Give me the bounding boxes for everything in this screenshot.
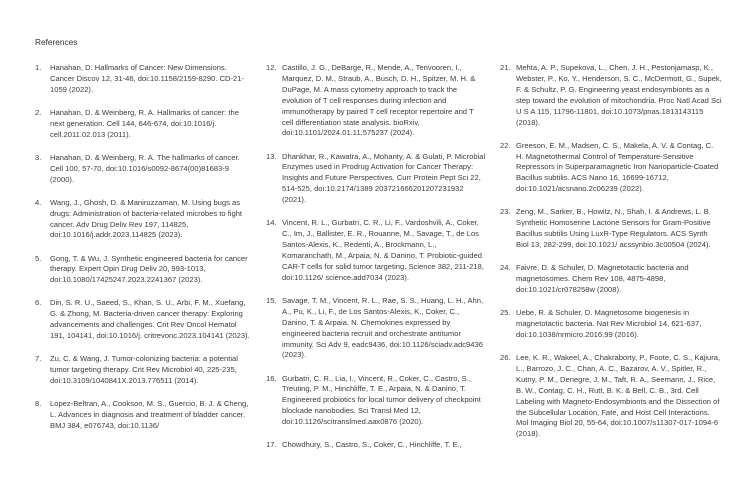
reference-text: Hanahan, D. Hallmarks of Cancer: New Dimensions. Cancer Discov 12, 31-46, doi:10.1158/2159-8290. CD-21-1059 (2022).	[50, 63, 245, 94]
reference-item	[500, 308, 722, 341]
reference-text: Faivre, D. & Schuler, D. Magnetotactic bacteria and magnetosomes. Chem Rev 108, 4875-4898, doi:10.1021/cr078258w (2008).	[516, 263, 689, 294]
reference-number: 15.	[266, 295, 277, 305]
reference-text: Castillo, J. G., DeBarge, R., Mende, A., Tenvooren, I., Marquez, D. M., Straub, A., Busch, D. H., Spitzer, M. H. & DuPage, M. A mass cytometry approach to track the evolution of T cell responses during infection and immunotherapy by paired T cell receptor repertoire and T cell differentiation state analysis. bioRxiv, doi:10.1101/2024.01.11.575237 (2024).	[282, 63, 476, 138]
reference-item	[266, 296, 486, 361]
reference-item	[35, 399, 253, 432]
reference-item	[266, 374, 486, 429]
reference-text: Zu, C. & Wang, J. Tumor-colonizing bacteria: a potential tumor targeting therapy. Crit Rev Microbiol 40, 225-235, doi:10.3109/1040841X.2013.776511 (2014).	[50, 354, 238, 386]
reference-number: 3.	[35, 152, 42, 162]
reference-text: Gurbatri, C. R., Lia, I., Vincent, R., Coker, C., Castro, S., Treuting, P. M., Hinchliffe, T. E., Arpaia, N. & Danino, T. Engineered probiotics for local tumor delivery of checkpoint blockade nanobodies. Sci Transl Med 12, doi:10.1126/scitranslmed.aax0876 (2020).	[282, 373, 481, 427]
reference-item	[266, 152, 486, 207]
reference-text: Lee, K. R., Wakeel, A., Chakraborty, P., Foote, C. S., Kajiura, L., Barrozo, J. C., Chan, A. C., Bazarov, A. V., Spitler, R., Kutny, P. M., Denegre, J. M., Taft, R. A., Seemann, J., Rice, B. W., Contag, C. H., Rutt, B. K. & Bell, C. B., 3rd. Cell Labeling with Magneto-Endosymbionts and the Dissection of the Subcellular Location, Fate, and Host Cell Interactions. Mol Imaging Biol 20, 55-64, doi:10.1007/s11307-017-1094-6 (2018).	[516, 352, 721, 439]
reference-item	[35, 63, 253, 96]
reference-number: 4.	[35, 197, 42, 207]
reference-number: 23.	[500, 207, 511, 217]
reference-item	[35, 108, 253, 141]
reference-number: 22.	[500, 140, 511, 150]
reference-number: 25.	[500, 308, 511, 318]
reference-number: 1.	[35, 63, 42, 72]
reference-text: Din, S. R. U., Saeed, S., Khan, S. U., Arbi, F. M., Xuefang, G. & Zhong, M. Bacteria-driven cancer therapy: Exploring advancements and challenges. Crit Rev Oncol Hematol 191, 104141, doi:10.1016/j. critrevonc.2023.104141 (2023).	[50, 298, 250, 341]
reference-number: 13.	[266, 151, 277, 161]
reference-text: Lopez-Beltran, A., Cookson, M. S., Guercio, B. J. & Cheng, L. Advances in diagnosis and treatment of bladder cancer. BMJ 384, e076743, doi:10.1136/	[50, 399, 249, 430]
reference-text: Zeng, M., Sarker, B., Howitz, N., Shah, I. & Andrews, L. B. Synthetic Homoserine Lactone Sensors for Gram-Positive Bacillus subtilis Using LuxR-Type Regulators. ACS Synth Biol 13, 282-299, doi:10.1021/ acssynbio.3c00504 (2024).	[516, 207, 711, 250]
reference-item	[500, 63, 722, 128]
reference-number: 24.	[500, 263, 511, 273]
reference-text: Vincent, R. L., Gurbatri, C. R., Li, F., Vardoshvili, A., Coker, C., Im, J., Ballister, E. R., Rouanne, M., Savage, T., de Los Santos-Alexis, K., Redenti, A., Brockmann, L., Komaranchath, M., Arpaia, N. & Danino, T. Probiotic-guided CAR-T cells for solid tumor targeting. Science 382, 211-218, doi:10.1126/ science.add7034 (2023).	[282, 218, 484, 282]
reference-number: 26.	[500, 352, 511, 362]
reference-number: 8.	[35, 399, 42, 409]
reference-item	[35, 354, 253, 387]
references-heading: References	[35, 37, 78, 47]
reference-item	[500, 207, 722, 251]
reference-number: 6.	[35, 298, 42, 308]
reference-text: Wang, J., Ghosh, D. & Maniruzzaman, M. Using bugs as drugs: Administration of bacteria-related microbes to fight cancer. Adv Drug Deliv Rev 197, 114825, doi:10.1016/j.addr.2023.114825 (2023).	[50, 197, 243, 240]
reference-item	[35, 198, 253, 242]
reference-text: Uebe, R. & Schuler, D. Magnetosome biogenesis in magnetotactic bacteria. Nat Rev Microbiol 14, 621-637, doi:10.1038/nrmicro.2016.99 (2016).	[516, 308, 702, 339]
reference-column-2	[266, 63, 486, 463]
reference-text: Greeson, E. M., Madsen, C. S., Makela, A. V. & Contag, C. H. Magnetothermal Control of Temperature-Sensitive Repressors in Superparamagnetic Iron Nanoparticle-Coated Bacillus subtilis. ACS Nano 16, 16699-16712, doi:10.1021/acsnano.2c06239 (2022).	[516, 140, 719, 194]
reference-item	[35, 153, 253, 186]
reference-item	[266, 440, 486, 451]
reference-text: Mehta, A. P., Supekova, L., Chen, J. H., Pestonjamasp, K., Webster, P., Ko, Y., Henderson, S. C., McDermott, G., Supek, F. & Schultz, P. G. Engineering yeast endosymbionts as a step toward the evolution of mitochondria. Proc Natl Acad Sci U S A 115, 11796-11801, doi:10.1073/pnas.1813143115 (2018).	[516, 63, 722, 127]
reference-item	[500, 141, 722, 196]
reference-item	[500, 263, 722, 296]
reference-number: 7.	[35, 354, 42, 364]
reference-item	[266, 63, 486, 139]
reference-text: Savage, T. M., Vincent, R. L., Rae, S. S., Huang, L. H., Ahn, A., Pu, K., Li, F., de Los Santos-Alexis, K., Coker, C., Danino, T. & Arpaia, N. Chemokines expressed by engineered bacteria recruit and orchestrate antitumor immunity. Sci Adv 9, eadc9436, doi:10.1126/sciadv.adc9436 (2023).	[282, 295, 484, 360]
reference-number: 2.	[35, 107, 42, 117]
reference-number: 21.	[500, 63, 511, 72]
reference-text: Chowdhury, S., Castro, S., Coker, C., Hinchliffe, T. E.,	[282, 440, 462, 450]
reference-item	[266, 218, 486, 283]
reference-number: 5.	[35, 253, 42, 263]
reference-text: Hanahan, D. & Weinberg, R. A. Hallmarks of cancer: the next generation. Cell 144, 646-674, doi:10.1016/j. cell.2011.02.013 (2011).	[50, 107, 239, 139]
reference-number: 16.	[266, 373, 277, 383]
reference-number: 17.	[266, 440, 277, 450]
reference-number: 14.	[266, 218, 277, 228]
reference-item	[35, 254, 253, 287]
reference-number: 12.	[266, 63, 277, 72]
reference-text: Dhankhar, R., Kawatra, A., Mohanty, A. & Gulati, P. Microbial Enzymes used in Prodrug Activation for Cancer Therapy: Insights and Future Perspectives. Curr Protein Pept Sci 22, 514-525, doi:10.2174/1389 203721666201207231932 (2021).	[282, 151, 486, 205]
reference-text: Hanahan, D. & Weinberg, R. A. The hallmarks of cancer. Cell 100, 57-70, doi:10.1016/s0092-8674(00)81683-9 (2000).	[50, 152, 240, 184]
reference-column-1	[35, 63, 253, 444]
reference-item	[35, 298, 253, 342]
reference-column-3	[500, 63, 722, 452]
reference-text: Gong, T. & Wu, J. Synthetic engineered bacteria for cancer therapy. Expert Opin Drug Deliv 20, 993-1013, doi:10.1080/17425247.2023.2241367 (2023).	[50, 253, 248, 285]
reference-item	[500, 353, 722, 440]
